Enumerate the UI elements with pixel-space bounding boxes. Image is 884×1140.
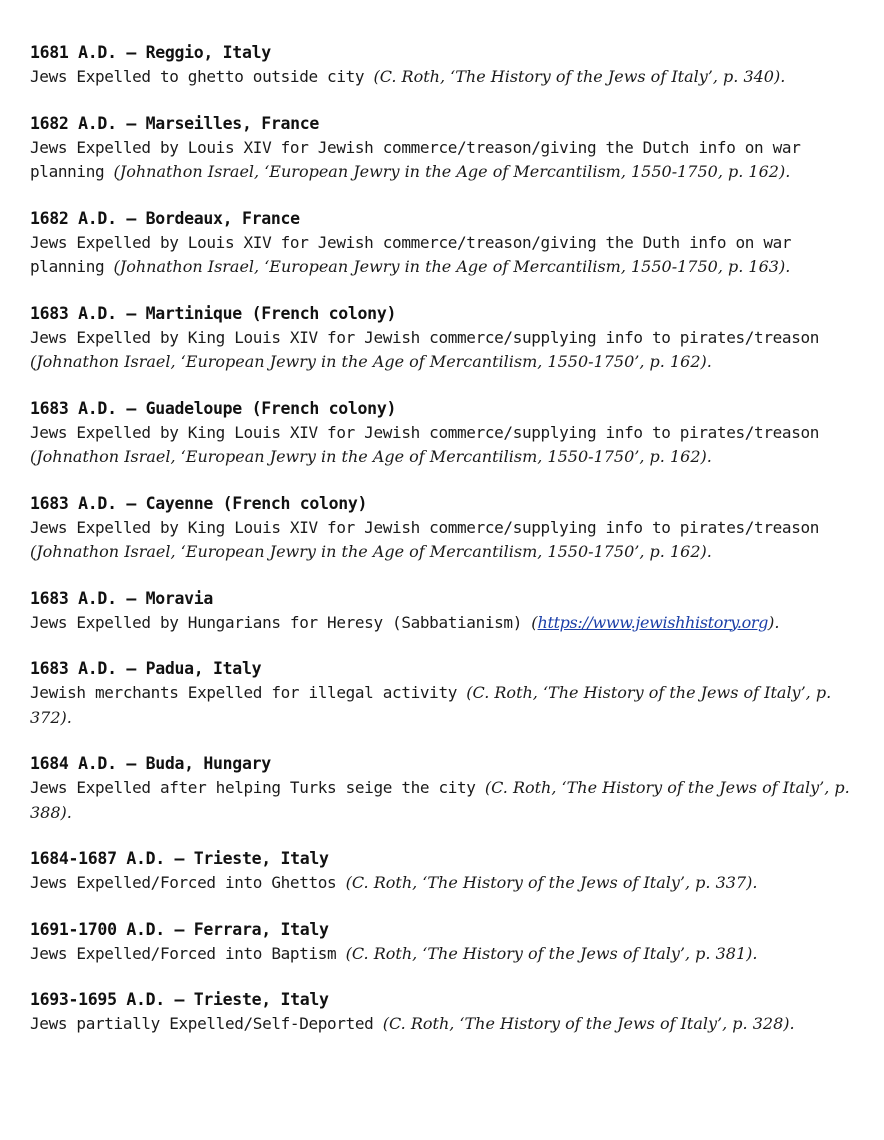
entry-citation: (C. Roth, ‘The History of the Jews of Italy’, p. 388). (30, 778, 850, 822)
entry-citation: (C. Roth, ‘The History of the Jews of Italy’, p. 328). (382, 1014, 795, 1033)
entry-heading: 1684-1687 A.D. – Trieste, Italy (30, 849, 329, 868)
entry-citation: (Johnathon Israel, ‘European Jewry in the Age of Mercantilism, 1550-1750, p. 163). (113, 257, 791, 276)
entry-heading: 1684 A.D. – Buda, Hungary (30, 754, 271, 773)
entry-text: Jews Expelled/Forced into Ghettos (30, 873, 346, 892)
entry-ferrara-1691 (30, 918, 860, 967)
document-page (30, 41, 860, 1059)
entry-text: Jews Expelled after helping Turks seige the city (30, 778, 485, 797)
entry-heading: 1682 A.D. – Bordeaux, France (30, 208, 300, 228)
entry-body (30, 942, 860, 967)
entry-text: Jews Expelled by Louis XIV for Jewish commerce/treason/giving the Duth info on war planning (30, 232, 792, 276)
entry-citation: (Johnathon Israel, ‘European Jewry in the Age of Mercantilism, 1550-1750’, p. 162). (30, 542, 712, 561)
entry-bordeaux-1682 (30, 207, 860, 280)
entry-citation: (C. Roth, ‘The History of the Jews of Italy’, p. 337). (345, 873, 758, 892)
entry-text: Jewish merchants Expelled for illegal activity (30, 683, 467, 702)
entry-body (30, 136, 860, 185)
entry-heading: 1693-1695 A.D. – Trieste, Italy (30, 990, 329, 1009)
entry-citation: (Johnathon Israel, ‘European Jewry in the Age of Mercantilism, 1550-1750, p. 162). (113, 162, 791, 181)
entry-padua-1683 (30, 657, 860, 730)
entry-text: Jews Expelled to ghetto outside city (30, 67, 374, 86)
entry-trieste-1693 (30, 988, 860, 1037)
link-open-paren: ( (531, 612, 538, 632)
entry-heading: 1683 A.D. – Moravia (30, 588, 214, 608)
entry-heading: 1683 A.D. – Guadeloupe (French colony) (30, 398, 397, 418)
jewishhistory-link[interactable]: https://www.jewishhistory.org (537, 612, 769, 632)
entry-body (30, 681, 860, 730)
entry-citation: (C. Roth, ‘The History of the Jews of Italy’, p. 340). (373, 67, 786, 86)
entry-body (30, 871, 860, 896)
entry-text: Jews Expelled by Louis XIV for Jewish commerce/treason/giving the Dutch info on war planning (30, 137, 801, 181)
entry-heading: 1683 A.D. – Martinique (French colony) (30, 303, 397, 323)
entry-body (30, 1012, 860, 1037)
link-close-paren: ). (768, 612, 780, 632)
entry-citation: (C. Roth, ‘The History of the Jews of Italy’, p. 381). (345, 943, 758, 963)
entry-moravia-1683 (30, 587, 860, 636)
entry-text: Jews Expelled by King Louis XIV for Jewish commerce/supplying info to pirates/treason (30, 517, 820, 537)
entry-text: Jews Expelled by King Louis XIV for Jewish commerce/supplying info to pirates/treason (30, 422, 820, 442)
entry-citation: (Johnathon Israel, ‘European Jewry in the Age of Mercantilism, 1550-1750’, p. 162). (30, 447, 712, 466)
entry-heading: 1691-1700 A.D. – Ferrara, Italy (30, 919, 329, 939)
entry-citation: (Johnathon Israel, ‘European Jewry in the Age of Mercantilism, 1550-1750’, p. 162). (30, 352, 712, 371)
entry-text: Jews Expelled by King Louis XIV for Jewish commerce/supplying info to pirates/treason (30, 327, 820, 347)
entry-guadeloupe-1683 (30, 397, 860, 470)
entry-martinique-1683 (30, 302, 860, 375)
entry-trieste-1684 (30, 847, 860, 896)
entry-body (30, 516, 860, 565)
entry-citation: (C. Roth, ‘The History of the Jews of Italy’, p. 372). (30, 683, 832, 727)
entry-body (30, 611, 860, 636)
entry-cayenne-1683 (30, 492, 860, 565)
entry-reggio-1681 (30, 41, 860, 90)
entry-text: Jews partially Expelled/Self-Deported (30, 1014, 383, 1033)
entry-body (30, 421, 860, 470)
entry-heading: 1683 A.D. – Padua, Italy (30, 659, 262, 678)
entry-body (30, 326, 860, 375)
entry-marseilles-1682 (30, 112, 860, 185)
entry-text: Jews Expelled by Hungarians for Heresy (Sabbatianism) (30, 612, 532, 632)
entry-heading: 1682 A.D. – Marseilles, France (30, 113, 320, 133)
entry-heading: 1681 A.D. – Reggio, Italy (30, 43, 271, 62)
entry-buda-1684 (30, 752, 860, 825)
entry-text: Jews Expelled/Forced into Baptism (30, 943, 346, 963)
entry-heading: 1683 A.D. – Cayenne (French colony) (30, 493, 368, 513)
entry-body (30, 776, 860, 825)
entry-body (30, 65, 860, 90)
entry-body (30, 231, 860, 280)
